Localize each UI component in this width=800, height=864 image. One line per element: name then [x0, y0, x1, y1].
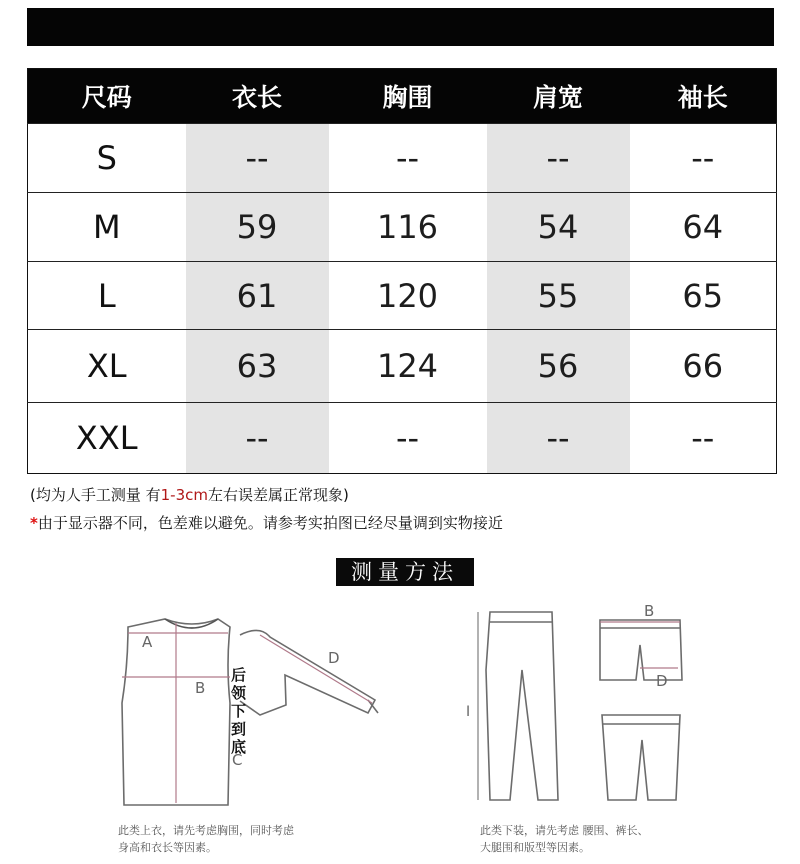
length-cell: 63	[186, 330, 329, 403]
pants-diagram	[460, 600, 690, 815]
full-pants-outline	[486, 612, 558, 800]
header-shoulder: 肩宽	[487, 69, 630, 124]
label-b: B	[195, 679, 206, 697]
shoulder-cell: 55	[487, 262, 630, 330]
chest-cell: 124	[329, 330, 487, 403]
header-size: 尺码	[28, 69, 186, 124]
label-c: C	[232, 751, 243, 769]
asterisk-mark: *	[30, 514, 38, 532]
label-i: I	[466, 704, 471, 720]
size-cell: XXL	[28, 403, 186, 474]
top-caption-line2: 身高和衣长等因素。	[118, 841, 217, 854]
note-text: 由于显示器不同，色差难以避免。请参考实拍图已经尽量调到实物接近	[37, 514, 503, 532]
bottom-caption-line2: 大腿围和版型等因素。	[480, 841, 590, 854]
sleeve-cell: 64	[630, 193, 777, 262]
chest-cell: 116	[329, 193, 487, 262]
header-length: 衣长	[186, 69, 329, 124]
sleeve-cell: 65	[630, 262, 777, 330]
label-a: A	[142, 633, 153, 651]
size-chart-table	[27, 68, 777, 474]
chest-cell: --	[329, 124, 487, 193]
shoulder-cell: --	[487, 124, 630, 193]
top-garment-diagram	[110, 605, 390, 815]
top-caption	[118, 822, 338, 856]
sleeve-cell: 66	[630, 330, 777, 403]
note-highlight: 1-3cm	[160, 486, 208, 504]
short-pants-outline	[600, 620, 682, 680]
table-row	[28, 193, 777, 262]
header-chest: 胸围	[329, 69, 487, 124]
long-pants-outline	[602, 715, 680, 800]
color-difference-note	[30, 512, 503, 533]
table-row	[28, 124, 777, 193]
top-caption-line1: 此类上衣，请先考虑胸围，同时考虑	[118, 824, 294, 837]
table-row	[28, 403, 777, 474]
length-cell: 59	[186, 193, 329, 262]
back-neck-to-hem-label: 后领下到底	[231, 666, 247, 756]
header-sleeve: 袖长	[630, 69, 777, 124]
size-cell: S	[28, 124, 186, 193]
table-row	[28, 262, 777, 330]
measure-line-d	[260, 635, 372, 703]
size-cell: L	[28, 262, 186, 330]
length-cell: 61	[186, 262, 329, 330]
bottom-caption	[480, 822, 700, 856]
top-black-banner	[27, 8, 774, 46]
size-table-header-row	[28, 69, 777, 124]
label-d: D	[328, 649, 340, 667]
measurement-method-title: 测量方法	[336, 558, 474, 586]
length-cell: --	[186, 403, 329, 474]
note-prefix: (均为人手工测量 有	[30, 486, 161, 504]
chest-cell: --	[329, 403, 487, 474]
label-b: B	[644, 602, 655, 620]
sleeve-cell: --	[630, 403, 777, 474]
length-cell: --	[186, 124, 329, 193]
sleeve-cell: --	[630, 124, 777, 193]
sleeve-shirt-outline	[240, 630, 375, 715]
bottom-caption-line1: 此类下装，请先考虑 腰围、裤长、	[480, 824, 649, 837]
shoulder-cell: --	[487, 403, 630, 474]
measurement-error-note	[30, 484, 349, 505]
chest-cell: 120	[329, 262, 487, 330]
table-row	[28, 330, 777, 403]
shoulder-cell: 56	[487, 330, 630, 403]
shoulder-cell: 54	[487, 193, 630, 262]
label-d: D	[656, 672, 668, 690]
note-suffix: 左右误差属正常现象)	[207, 486, 349, 504]
size-cell: XL	[28, 330, 186, 403]
size-cell: M	[28, 193, 186, 262]
